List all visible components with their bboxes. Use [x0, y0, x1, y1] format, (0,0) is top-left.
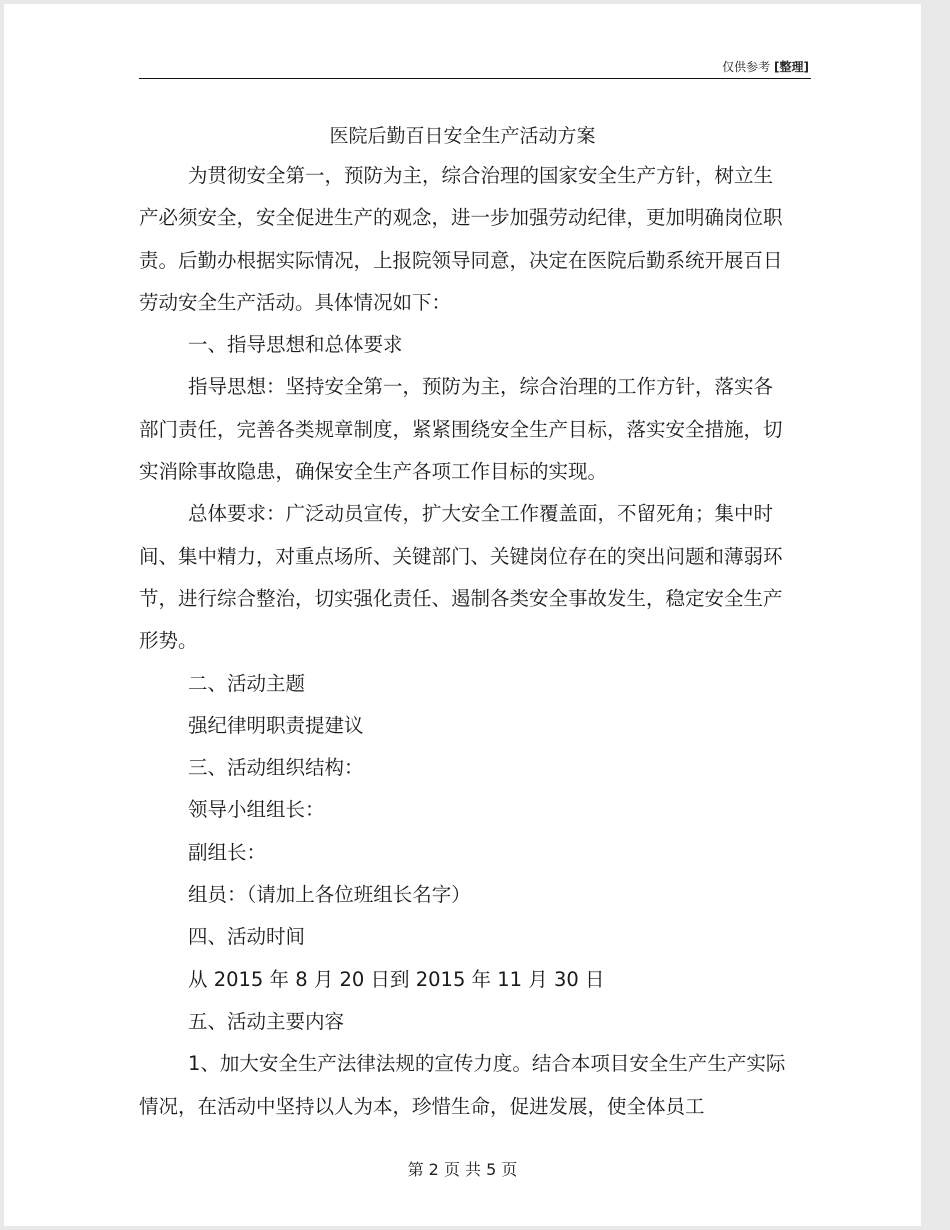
section-heading-1: 一、指导思想和总体要求 — [188, 333, 403, 357]
activity-theme: 强纪律明职责提建议 — [188, 713, 364, 737]
members-line: 组员：（请加上各位班组长名字） — [188, 883, 471, 907]
header-bracket-label: [整理] — [774, 60, 809, 74]
content-item-1: 1、加大安全生产法律法规的宣传力度。结合本项目安全生产生产实际情况，在活动中坚持以人为本，珍惜生命，促进发展，使全体员工 — [139, 1052, 786, 1118]
section-heading-4: 四、活动时间 — [188, 925, 306, 949]
deputy-leader-line: 副组长： — [188, 840, 267, 864]
section-heading-2: 二、活动主题 — [188, 671, 306, 695]
page-number-footer: 第 2 页 共 5 页 — [407, 1160, 518, 1179]
page-header — [722, 58, 809, 75]
paragraph-guiding-thought: 指导思想：坚持安全第一，预防为主，综合治理的工作方针，落实各部门责任，完善各类规章制度，紧紧围绕安全生产目标，落实安全措施，切实消除事故隐患，确保安全生产各项工作目标的实现。 — [139, 375, 783, 484]
section-heading-3: 三、活动组织结构： — [188, 756, 364, 780]
document-body — [139, 155, 789, 1128]
section-heading-5: 五、活动主要内容 — [188, 1009, 345, 1033]
paragraph-overall-requirements: 总体要求：广泛动员宣传，扩大安全工作覆盖面，不留死角；集中时间、集中精力，对重点场所、关键部门、关键岗位存在的突出问题和薄弱环节，进行综合整治，切实强化责任、遏制各类安全事故发生，稳定安全生产形势。 — [139, 502, 783, 653]
document-page — [4, 4, 921, 1226]
group-leader-line: 领导小组组长： — [188, 798, 325, 822]
paragraph-intro: 为贯彻安全第一，预防为主，综合治理的国家安全生产方针，树立生产必须安全，安全促进生产的观念，进一步加强劳动纪律，更加明确岗位职责。后勤办根据实际情况，上报院领导同意，决定在医院后勤系统开展百日劳动安全生产活动。具体情况如下： — [139, 164, 783, 314]
header-divider — [139, 78, 811, 79]
document-title: 医院后勤百日安全生产活动方案 — [329, 125, 596, 147]
header-note: 仅供参考 — [722, 60, 771, 74]
activity-period: 从 2015 年 8 月 20 日到 2015 年 11 月 30 日 — [188, 967, 605, 991]
